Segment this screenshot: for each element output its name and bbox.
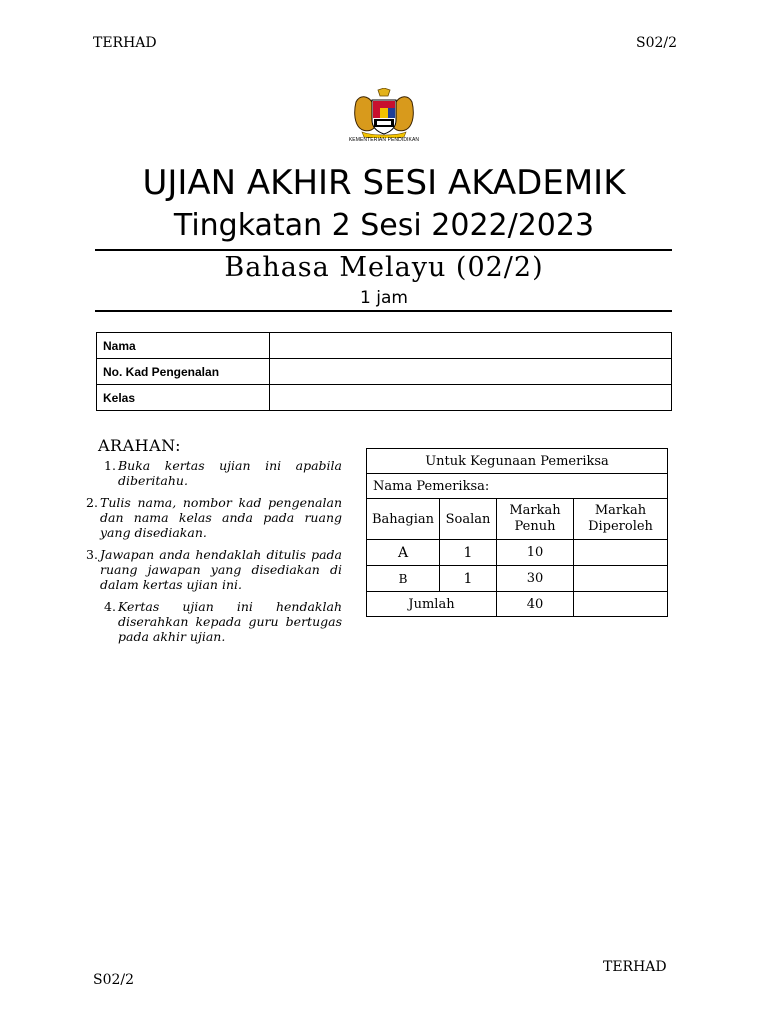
footer-restriction-label: TERHAD [603,959,667,975]
section-cell: B [367,566,440,592]
class-field[interactable] [270,385,672,411]
name-label: Nama [97,333,270,359]
examiner-table-title: Untuk Kegunaan Pemeriksa [367,449,668,474]
header-paper-code: S02/2 [636,35,678,51]
question-cell: 1 [440,566,497,592]
logo-caption: KEMENTERIAN PENDIDIKAN [348,137,420,143]
table-row [367,566,668,592]
instruction-number: 4. [104,599,116,614]
exam-title: UJIAN AKHIR SESI AKADEMIK [142,163,626,203]
table-row [367,499,668,540]
header-restriction-label: TERHAD [93,35,157,51]
examiner-name-field[interactable]: Nama Pemeriksa: [367,474,668,499]
table-row [97,333,672,359]
column-header: Markah Penuh [497,499,574,540]
instruction-item [80,495,342,540]
table-row [367,540,668,566]
instruction-text: Tulis nama, nombor kad pengenalan dan nama kelas anda pada ruang yang disediakan. [100,495,342,540]
column-header: Soalan [440,499,497,540]
coat-of-arms-icon [344,88,424,138]
marks-obtained-cell[interactable] [574,540,668,566]
table-row [367,449,668,474]
exam-duration: 1 jam [360,288,408,308]
instructions-title: ARAHAN: [98,436,181,455]
table-row [367,474,668,499]
column-header: Bahagian [367,499,440,540]
candidate-info-table [96,332,672,411]
footer-paper-code: S02/2 [93,972,135,988]
instruction-number: 3. [86,547,98,562]
instruction-item [80,458,342,488]
section-cell: A [367,540,440,566]
subject-title: Bahasa Melayu (02/2) [224,252,544,283]
instruction-number: 2. [86,495,98,510]
instruction-item [80,547,342,592]
ic-number-field[interactable] [270,359,672,385]
table-row [97,385,672,411]
full-marks-cell: 10 [497,540,574,566]
total-full-marks: 40 [497,592,574,617]
name-field[interactable] [270,333,672,359]
instruction-item [80,599,342,644]
table-row [97,359,672,385]
total-label: Jumlah [367,592,497,617]
instruction-text: Jawapan anda hendaklah ditulis pada ruang jawapan yang disediakan di dalam kertas ujian ini. [100,547,342,592]
instruction-number: 1. [104,458,116,473]
class-label: Kelas [97,385,270,411]
title-divider-bottom [95,310,672,312]
question-cell: 1 [440,540,497,566]
ic-number-label: No. Kad Pengenalan [97,359,270,385]
instruction-text: Kertas ujian ini hendaklah diserahkan kepada guru bertugas pada akhir ujian. [118,599,342,644]
full-marks-cell: 30 [497,566,574,592]
form-session: Tingkatan 2 Sesi 2022/2023 [173,208,595,243]
marks-obtained-cell[interactable] [574,566,668,592]
column-header: Markah Diperoleh [574,499,668,540]
examiner-table [366,448,668,617]
total-marks-obtained[interactable] [574,592,668,617]
instructions-list [80,458,342,651]
ministry-logo [344,88,424,146]
table-row [367,592,668,617]
instruction-text: Buka kertas ujian ini apabila diberitahu. [118,458,342,488]
